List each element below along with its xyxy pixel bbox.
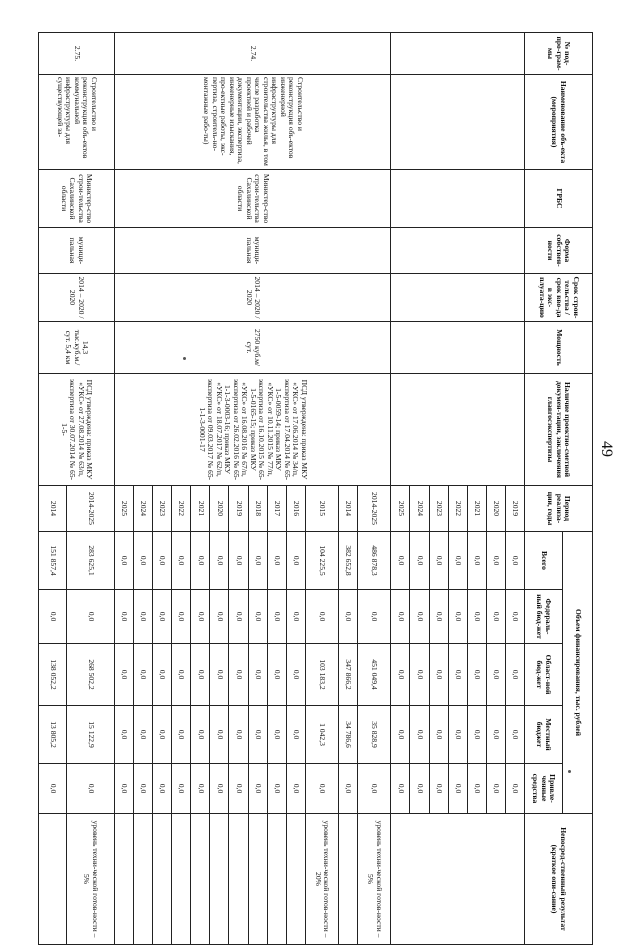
local-cell: 0,0 — [191, 706, 210, 764]
private-cell: 0,0 — [191, 764, 210, 814]
local-cell: 0,0 — [153, 706, 172, 764]
private-cell: 0,0 — [429, 764, 448, 814]
private-cell: 0,0 — [248, 764, 267, 814]
total-cell: 0,0 — [229, 532, 248, 590]
item-274-term: 2014 – 2020 / 2020 — [114, 274, 390, 322]
result-cell — [191, 814, 210, 945]
result-cell — [39, 814, 67, 945]
period-cell: 2019 — [229, 486, 248, 532]
header-name: Наименование объ-екта (мероприятия) — [525, 75, 593, 170]
header-capacity: Мощность — [525, 322, 593, 374]
period-cell: 2019 — [505, 486, 524, 532]
private-cell: 0,0 — [486, 764, 505, 814]
period-cell: 2025 — [391, 486, 410, 532]
local-cell: 1 042,3 — [305, 706, 338, 764]
result-cell — [114, 814, 133, 945]
item-275-grbs: Министер-ство строи-тельства Сахалинской области — [39, 170, 115, 228]
private-cell: 0,0 — [305, 764, 338, 814]
regional-cell: 0,0 — [153, 644, 172, 706]
total-cell: 0,0 — [448, 532, 467, 590]
total-cell: 0,0 — [114, 532, 133, 590]
result-cell — [153, 814, 172, 945]
federal-cell: 0,0 — [305, 590, 338, 644]
regional-cell: 0,0 — [172, 644, 191, 706]
period-cell: 2021 — [467, 486, 486, 532]
local-cell: 0,0 — [172, 706, 191, 764]
local-cell: 0,0 — [229, 706, 248, 764]
regional-cell: 0,0 — [229, 644, 248, 706]
regional-cell: 0,0 — [410, 644, 429, 706]
header-term: Срок строи-тельства / срок вво-да в экс-плуата-цию — [525, 274, 593, 322]
item-275-docs: ПСД утверждена: приказ МКУ «УКС» от 27.08.2014 № 63/п, экспертиза от 30.07.2014 № 65-1-5- — [39, 374, 115, 486]
result-cell — [248, 814, 267, 945]
period-cell: 2022 — [448, 486, 467, 532]
prev-item-capacity — [391, 322, 525, 374]
period-cell: 2024 — [410, 486, 429, 532]
header-num: № под-про-грам-мы — [525, 33, 593, 75]
regional-cell: 0,0 — [248, 644, 267, 706]
total-cell: 486 878,3 — [358, 532, 391, 590]
private-cell: 0,0 — [358, 764, 391, 814]
private-cell: 0,0 — [153, 764, 172, 814]
period-cell: 2020 — [210, 486, 229, 532]
scan-speck — [183, 357, 186, 360]
federal-cell: 0,0 — [248, 590, 267, 644]
item-274-capacity: 2750 куб.м/сут. — [114, 322, 390, 374]
period-cell: 2017 — [267, 486, 286, 532]
private-cell: 0,0 — [66, 764, 114, 814]
result-cell — [229, 814, 248, 945]
federal-cell: 0,0 — [229, 590, 248, 644]
total-cell: 0,0 — [286, 532, 305, 590]
local-cell: 0,0 — [210, 706, 229, 764]
private-cell: 0,0 — [505, 764, 524, 814]
federal-cell: 0,0 — [286, 590, 305, 644]
total-cell: 0,0 — [210, 532, 229, 590]
header-period: Период реализа-ции, годы — [525, 486, 593, 532]
header-docs: Наличие проектно-сметной докумен-тации, заключения главгосэкспертизы — [525, 374, 593, 486]
total-cell: 0,0 — [191, 532, 210, 590]
financing-table-rotated — [38, 32, 593, 938]
total-cell: 0,0 — [133, 532, 152, 590]
federal-cell: 0,0 — [210, 590, 229, 644]
total-cell: 382 652,8 — [339, 532, 358, 590]
header-ownership: Форма собствен-ности — [525, 228, 593, 274]
header-financing: Объем финансирования, тыс. рублей — [563, 532, 593, 814]
period-cell: 2018 — [248, 486, 267, 532]
total-cell: 0,0 — [248, 532, 267, 590]
local-cell: 0,0 — [486, 706, 505, 764]
page-number: 49 — [598, 441, 615, 457]
item-275-name: Строительство и реконструкция объ-ектов коммунальной инфраструктуры для существующей за- — [39, 75, 115, 170]
regional-cell: 0,0 — [286, 644, 305, 706]
regional-cell: 0,0 — [448, 644, 467, 706]
scan-speck — [568, 770, 571, 773]
private-cell: 0,0 — [133, 764, 152, 814]
header-federal: Федераль-ный бюд-жет — [525, 590, 563, 644]
header-grbs: ГРБС — [525, 170, 593, 228]
regional-cell: 138 052,2 — [39, 644, 67, 706]
private-cell: 0,0 — [172, 764, 191, 814]
total-cell: 0,0 — [467, 532, 486, 590]
local-cell: 15 122,9 — [66, 706, 114, 764]
regional-cell: 0,0 — [505, 644, 524, 706]
prev-item-num — [391, 33, 525, 75]
local-cell: 0,0 — [114, 706, 133, 764]
period-cell: 2014-2025 — [66, 486, 114, 532]
header-local: Местный бюджет — [525, 706, 563, 764]
item-274-num: 2.74. — [114, 33, 390, 75]
item-275-term: 2014 – 2020 / 2020 — [39, 274, 115, 322]
federal-cell: 0,0 — [505, 590, 524, 644]
federal-cell: 0,0 — [66, 590, 114, 644]
total-cell: 0,0 — [410, 532, 429, 590]
period-cell: 2014-2025 — [358, 486, 391, 532]
local-cell: 0,0 — [505, 706, 524, 764]
local-cell: 0,0 — [133, 706, 152, 764]
period-cell: 2016 — [286, 486, 305, 532]
total-cell: 0,0 — [153, 532, 172, 590]
item-275-capacity: 14,3 тыс.куб.м./сут. 5,4 км — [39, 322, 115, 374]
private-cell: 0,0 — [339, 764, 358, 814]
period-cell: 2015 — [305, 486, 338, 532]
regional-cell: 0,0 — [114, 644, 133, 706]
period-cell: 2022 — [172, 486, 191, 532]
header-total: Всего — [525, 532, 563, 590]
federal-cell: 0,0 — [467, 590, 486, 644]
period-cell: 2021 — [191, 486, 210, 532]
period-cell: 2023 — [429, 486, 448, 532]
local-cell: 0,0 — [391, 706, 410, 764]
private-cell: 0,0 — [391, 764, 410, 814]
regional-cell: 0,0 — [467, 644, 486, 706]
prev-item-grbs — [391, 170, 525, 228]
result-cell — [133, 814, 152, 945]
federal-cell: 0,0 — [486, 590, 505, 644]
total-cell: 0,0 — [172, 532, 191, 590]
local-cell: 0,0 — [267, 706, 286, 764]
prev-item-ownership — [391, 228, 525, 274]
period-cell: 2014 — [39, 486, 67, 532]
result-cell — [286, 814, 305, 945]
prev-item-result — [391, 814, 525, 945]
item-274-grbs: Министер-ство строи-тельства Сахалинской области — [114, 170, 390, 228]
period-cell: 2024 — [133, 486, 152, 532]
federal-cell: 0,0 — [114, 590, 133, 644]
federal-cell: 0,0 — [191, 590, 210, 644]
result-cell — [339, 814, 358, 945]
prev-item-docs — [391, 374, 525, 486]
total-cell: 0,0 — [505, 532, 524, 590]
regional-cell: 347 866,2 — [339, 644, 358, 706]
local-cell: 13 805,2 — [39, 706, 67, 764]
period-cell: 2025 — [114, 486, 133, 532]
private-cell: 0,0 — [410, 764, 429, 814]
item-275-num: 2.75. — [39, 33, 115, 75]
private-cell: 0,0 — [267, 764, 286, 814]
item-274-ownership: муници-пальная — [114, 228, 390, 274]
regional-cell: 0,0 — [210, 644, 229, 706]
period-cell: 2023 — [153, 486, 172, 532]
private-cell: 0,0 — [286, 764, 305, 814]
federal-cell: 0,0 — [339, 590, 358, 644]
result-cell — [172, 814, 191, 945]
regional-cell: 268 502,2 — [66, 644, 114, 706]
federal-cell: 0,0 — [410, 590, 429, 644]
regional-cell: 451 049,4 — [358, 644, 391, 706]
private-cell: 0,0 — [467, 764, 486, 814]
header-result: Непосред-ственный результат (краткое опи-сание) — [525, 814, 593, 945]
total-cell: 0,0 — [429, 532, 448, 590]
private-cell: 0,0 — [229, 764, 248, 814]
item-275-ownership: муници-пальная — [39, 228, 115, 274]
local-cell: 0,0 — [286, 706, 305, 764]
private-cell: 0,0 — [210, 764, 229, 814]
prev-item-term — [391, 274, 525, 322]
total-cell: 283 625,1 — [66, 532, 114, 590]
item-274-name: Строительство и реконструкция объ-ектов инженерной инфраструктуры для строительства жилья, в том числе разработка проектной и рабочей документации, экспертиза, инженерные изыскания, про-ектные работы, экс-пертиза, строитель-но-монтажные рабо-ты) — [114, 75, 390, 170]
federal-cell: 0,0 — [391, 590, 410, 644]
regional-cell: 0,0 — [191, 644, 210, 706]
federal-cell: 0,0 — [39, 590, 67, 644]
local-cell: 35 828,9 — [358, 706, 391, 764]
result-cell — [267, 814, 286, 945]
local-cell: 0,0 — [429, 706, 448, 764]
result-cell: уровень техни-ческой готов-ности – 5% — [66, 814, 114, 945]
private-cell: 0,0 — [114, 764, 133, 814]
regional-cell: 0,0 — [133, 644, 152, 706]
total-cell: 151 857,4 — [39, 532, 67, 590]
result-cell: уровень техни-ческой готов-ности – 5% — [358, 814, 391, 945]
federal-cell: 0,0 — [448, 590, 467, 644]
header-private: Привле-ченные средства — [525, 764, 563, 814]
result-cell: уровень техни-ческой готов-ности – 20% — [305, 814, 338, 945]
financing-table — [38, 32, 593, 945]
local-cell: 0,0 — [248, 706, 267, 764]
federal-cell: 0,0 — [429, 590, 448, 644]
regional-cell: 0,0 — [429, 644, 448, 706]
total-cell: 0,0 — [391, 532, 410, 590]
item-274-docs: ПСД утверждена: приказ МКУ «УКС» от 17.06.2014 № 34/п, экспертиза от 17.04.2014 № 65-1-5-0059-14; приказ МКУ «УКС» от 10.11.2015 № 77/п, экспертиза от 16.10.2015 № 65-1-5-0165-15; приказ МКУ «УКС» от 16.08.2016 № 67/п, экспертиза от 26.02.2016 № 65-1-1-3-0003-16; приказ МКУ «УКС» от 18.07.2017 № 62/п, экспертиза от 09.03.2017 № 65-1-1-3-0001-17 — [114, 374, 390, 486]
total-cell: 104 225,5 — [305, 532, 338, 590]
prev-item-name — [391, 75, 525, 170]
result-cell — [210, 814, 229, 945]
local-cell: 0,0 — [448, 706, 467, 764]
federal-cell: 0,0 — [267, 590, 286, 644]
private-cell: 0,0 — [448, 764, 467, 814]
regional-cell: 0,0 — [391, 644, 410, 706]
regional-cell: 103 183,2 — [305, 644, 338, 706]
federal-cell: 0,0 — [172, 590, 191, 644]
regional-cell: 0,0 — [486, 644, 505, 706]
private-cell: 0,0 — [39, 764, 67, 814]
regional-cell: 0,0 — [267, 644, 286, 706]
total-cell: 0,0 — [486, 532, 505, 590]
federal-cell: 0,0 — [153, 590, 172, 644]
local-cell: 0,0 — [467, 706, 486, 764]
local-cell: 0,0 — [410, 706, 429, 764]
federal-cell: 0,0 — [358, 590, 391, 644]
local-cell: 34 786,6 — [339, 706, 358, 764]
period-cell: 2014 — [339, 486, 358, 532]
federal-cell: 0,0 — [133, 590, 152, 644]
period-cell: 2020 — [486, 486, 505, 532]
header-regional: Област-ной бюд-жет — [525, 644, 563, 706]
total-cell: 0,0 — [267, 532, 286, 590]
